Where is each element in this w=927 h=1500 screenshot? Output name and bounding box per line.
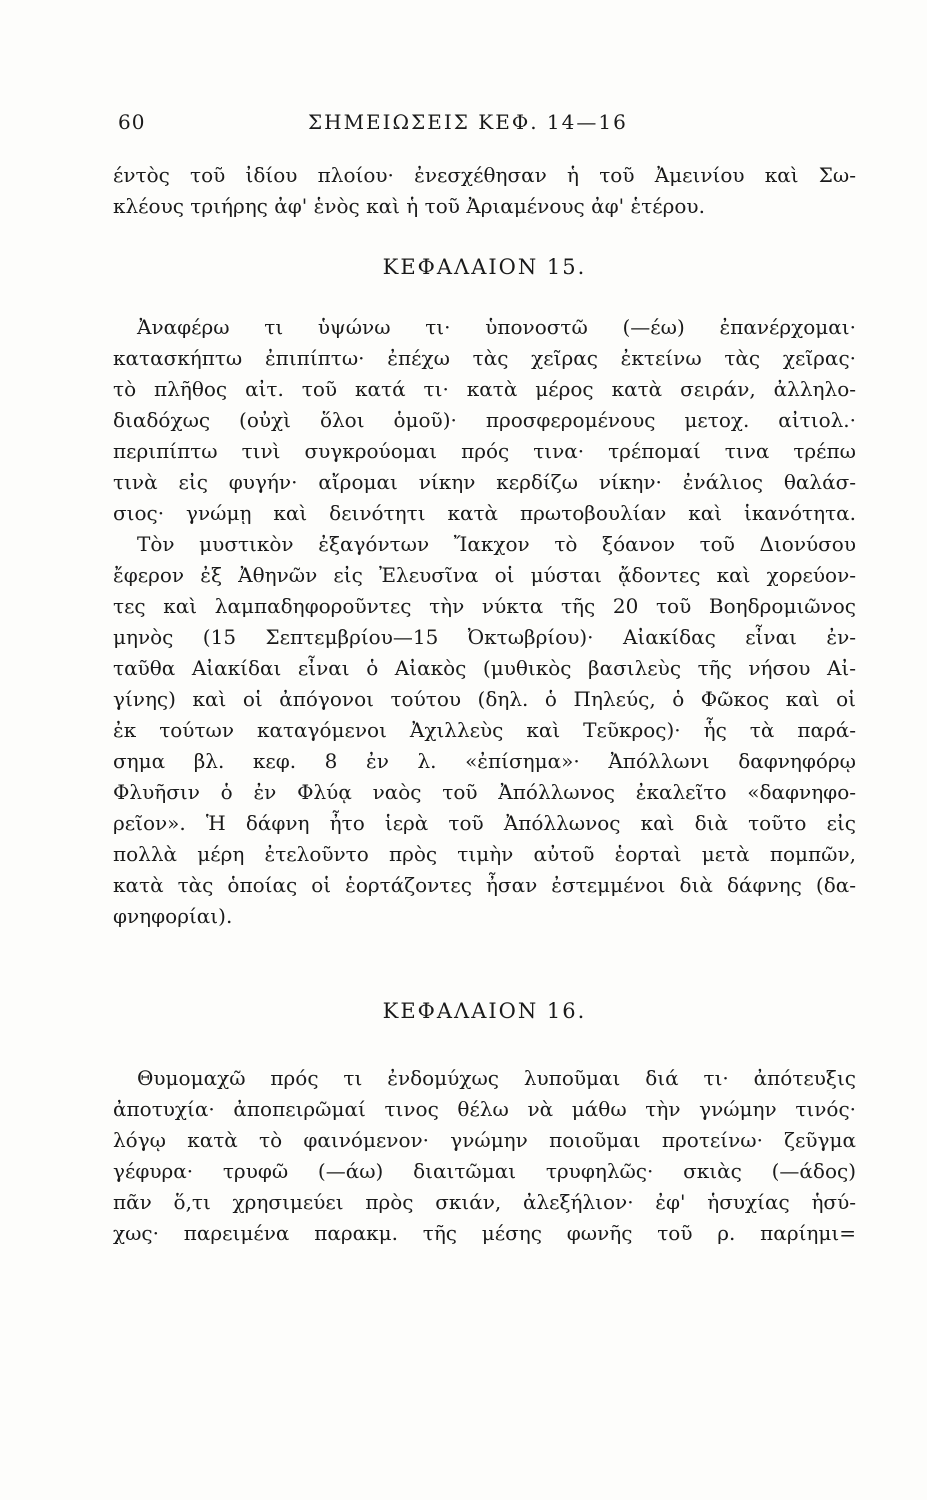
text-line: ἀποτυχία· ἀποπειρῶμαί τινος θέλω νὰ μάθω τὴν γνώμην τινός·: [113, 1097, 856, 1121]
text-line: πολλὰ μέρη ἐτελοῦντο πρὸς τιμὴν αὐτοῦ ἑορταὶ μετὰ πομπῶν,: [113, 842, 856, 866]
text-line: ἔφερον ἐξ Ἀθηνῶν εἰς Ἐλευσῖνα οἱ μύσται ᾄδοντες καὶ χορεύον-: [113, 563, 856, 587]
text-line: έντὸς τοῦ ἰδίου πλοίου· ἐνεσχέθησαν ἡ τοῦ Ἀμεινίου καὶ Σω-: [113, 163, 856, 187]
text-line: κατασκήπτω ἐπιπίπτω· ἐπέχω τὰς χεῖρας ἐκτείνω τὰς χεῖρας·: [113, 346, 856, 370]
chapter-heading-15: ΚΕΦΑΛΑΙΟΝ 15.: [382, 255, 587, 279]
chapter-heading-16: ΚΕΦΑΛΑΙΟΝ 16.: [382, 999, 587, 1023]
spacer: [113, 932, 856, 996]
chapter-15-notes: [113, 312, 856, 932]
chapter-16-notes: [113, 1063, 856, 1249]
text-line: Θυμομαχῶ πρός τι ἐνδομύχως λυποῦμαι διά τι· ἀπότευξις: [137, 1066, 856, 1090]
spacer: [113, 283, 856, 312]
text-line: διαδόχως (οὐχὶ ὅλοι ὁμοῦ)· προσφερομένους μετοχ. αἰτιολ.·: [113, 408, 856, 432]
body-text: [113, 160, 856, 1249]
text-line: περιπίπτω τινὶ συγκρούομαι πρός τινα· τρέπομαί τινα τρέπω: [113, 439, 856, 463]
text-line: κατὰ τὰς ὁποίας οἱ ἑορτάζοντες ἦσαν ἐστεμμένοι διὰ δάφνης (δα-: [113, 873, 856, 897]
spacer: [113, 222, 856, 252]
text-line: Τὸν μυστικὸν ἐξαγόντων Ἴακχον τὸ ξόανον τοῦ Διονύσου: [137, 532, 856, 556]
text-line: λόγῳ κατὰ τὸ φαινόμενον· γνώμην ποιοῦμαι προτείνω· ζεῦγμα: [113, 1128, 856, 1152]
text-line: σημα βλ. κεφ. 8 ἐν λ. «ἐπίσημα»· Ἀπόλλωνι δαφνηφόρῳ: [113, 749, 856, 773]
running-head: [118, 110, 858, 144]
text-line: γέφυρα· τρυφῶ (—άω) διαιτῶμαι τρυφηλῶς· σκιὰς (—άδος): [113, 1159, 856, 1183]
spacer: [113, 1027, 856, 1063]
text-line: Φλυῆσιν ὁ ἐν Φλύᾳ ναὸς τοῦ Ἀπόλλωνος ἐκαλεῖτο «δαφνηφο-: [113, 780, 856, 804]
text-line: μηνὸς (15 Σεπτεμβρίου—15 Ὀκτωβρίου)· Αἰακίδας εἶναι ἐν-: [113, 625, 856, 649]
running-title: ΣΗΜΕΙΩΣΕΙΣ ΚΕΦ. 14—16: [308, 110, 628, 134]
text-line: γίνης) καὶ οἱ ἀπόγονοι τούτου (δηλ. ὁ Πηλεύς, ὁ Φῶκος καὶ οἱ: [113, 687, 856, 711]
text-line: ἐκ τούτων καταγόμενοι Ἀχιλλεὺς καὶ Τεῦκρος)· ἧς τὰ παρά-: [113, 718, 856, 742]
text-line: ταῦθα Αἰακίδαι εἶναι ὁ Αἰακὸς (μυθικὸς βασιλεὺς τῆς νήσου Αἰ-: [113, 656, 856, 680]
text-line: χως· παρειμένα παρακμ. τῆς μέσης φωνῆς τοῦ ρ. παρίημι=: [113, 1221, 856, 1245]
text-line: πᾶν ὅ,τι χρησιμεύει πρὸς σκιάν, ἀλεξήλιον· ἐφ' ἡσυχίας ἡσύ-: [113, 1190, 856, 1214]
text-line: Ἀναφέρω τι ὑψώνω τι· ὑπονοστῶ (—έω) ἐπανέρχομαι·: [137, 315, 856, 339]
text-line: τινὰ εἰς φυγήν· αἴρομαι νίκην κερδίζω νίκην· ἐνάλιος θαλάσ-: [113, 470, 856, 494]
text-line: τες καὶ λαμπαδηφοροῦντες τὴν νύκτα τῆς 20 τοῦ Βοηδρομιῶνος: [113, 594, 856, 618]
text-line: τὸ πλῆθος αἰτ. τοῦ κατά τι· κατὰ μέρος κατὰ σειράν, ἀλληλο-: [113, 377, 856, 401]
text-line: ρεῖον». Ἡ δάφνη ἦτο ἱερὰ τοῦ Ἀπόλλωνος καὶ διὰ τοῦτο εἰς: [113, 811, 856, 835]
text-line: φνηφορίαι).: [113, 904, 233, 928]
text-line: κλέους τριήρης ἀφ' ἑνὸς καὶ ἡ τοῦ Ἀριαμένους ἀφ' ἑτέρου.: [113, 194, 705, 218]
page-number: 60: [118, 110, 146, 134]
text-line: σιος· γνώμῃ καὶ δεινότητι κατὰ πρωτοβουλίαν καὶ ἱκανότητα.: [113, 501, 856, 525]
